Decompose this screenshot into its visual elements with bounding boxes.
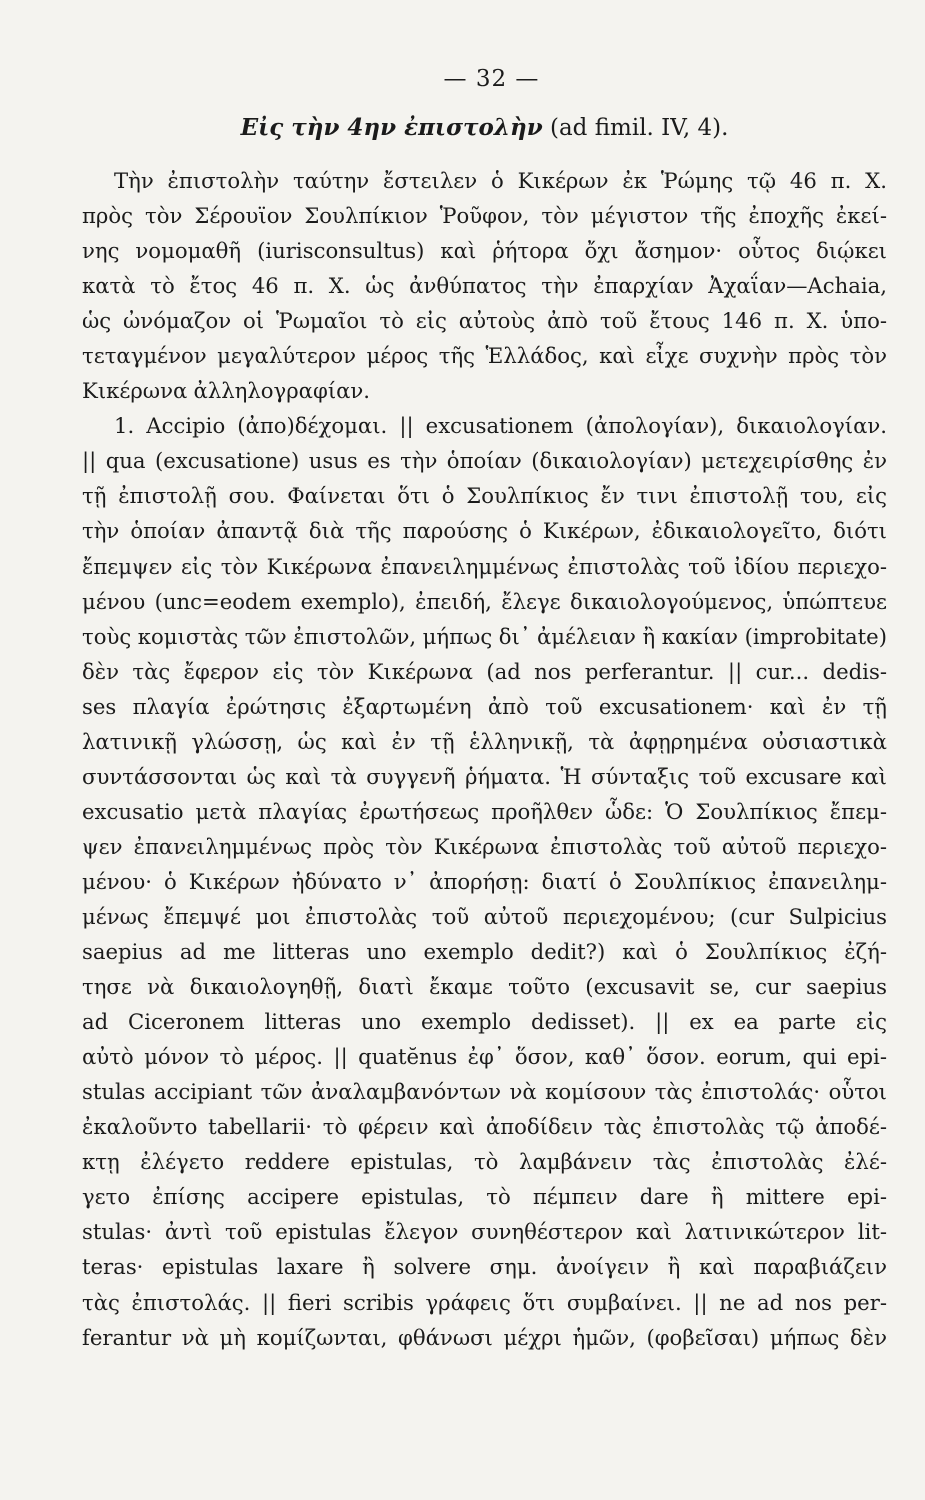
text-line: ἐκαλοῦντο tabellarii· τὸ φέρειν καὶ ἀποδίδειν τὰς ἐπιστολὰς τῷ ἀποδέ- [82,1114,887,1140]
text-line: ad Ciceronem litteras uno exemplo dedisset). || ex ea parte εἰς [82,1009,887,1035]
text-line: τεταγμένον μεγαλύτερον μέρος τῆς Ἑλλάδος, καὶ εἶχε συχνὴν πρὸς τὸν [82,343,887,369]
section-heading [82,114,887,141]
text-line: μένως ἔπεμψέ μοι ἐπιστολὰς τοῦ αὐτοῦ περιεχομένου; (cur Sulpicius [82,903,887,929]
text-line: κτῃ ἐλέγετο reddere epistulas, τὸ λαμβάνειν τὰς ἐπιστολὰς ἐλέ- [82,1149,887,1175]
text-line: excusatio μετὰ πλαγίας ἐρωτήσεως προῆλθεν ὧδε: Ὁ Σουλπίκιος ἔπεμ- [82,798,887,824]
text-line: τοὺς κομιστὰς τῶν ἐπιστολῶν, μήπως δι᾽ ἀμέλειαν ἢ κακίαν (improbitate) [82,623,887,649]
body-text [82,163,887,1355]
text-line: μένου· ὁ Κικέρων ἠδύνατο ν᾽ ἀπορήσῃ: διατί ὁ Σουλπίκιος ἐπανειλημ- [82,868,887,894]
text-line: stulas accipiant τῶν ἀναλαμβανόντων νὰ κομίσουν τὰς ἐπιστολάς· οὗτοι [82,1079,887,1105]
page-number: — 32 — [443,66,540,92]
heading-title: Εἰς τὴν 4ην ἐπιστολὴν [240,114,543,141]
text-line: λατινικῇ γλώσσῃ, ὡς καὶ ἐν τῇ ἑλληνικῇ, τὰ ἀφῃρημένα οὐσιαστικὰ [82,728,887,754]
text-line: teras· epistulas laxare ἢ solvere σημ. ἀνοίγειν ἢ καὶ παραβιάζειν [82,1254,887,1280]
text-line: συντάσσονται ὡς καὶ τὰ συγγενῆ ῥήματα. Ἡ σύνταξις τοῦ excusare καὶ [82,763,887,789]
text-line: ὡς ὠνόμαζον οἱ Ῥωμαῖοι τὸ εἰς αὐτοὺς ἀπὸ τοῦ ἔτους 146 π. Χ. ὑπο- [82,308,887,334]
text-line: ses πλαγία ἐρώτησις ἐξαρτωμένη ἀπὸ τοῦ excusationem· καὶ ἐν τῇ [82,693,887,719]
heading-reference: (ad fimil. IV, 4). [549,115,729,141]
text-line: τὰς ἐπιστολάς. || fieri scribis γράφεις ὅτι συμβαίνει. || ne ad nos per- [82,1289,887,1315]
text-line: 1. Accipio (ἀπο)δέχομαι. || excusationem (ἀπολογίαν), δικαιολογίαν. [114,413,887,439]
text-line: κατὰ τὸ ἔτος 46 π. Χ. ὡς ἀνθύπατος τὴν ἐπαρχίαν Ἀχαΐαν—Achaia, [82,273,887,299]
text-line: δὲν τὰς ἔφερον εἰς τὸν Κικέρωνα (ad nos perferantur. || cur... dedis- [82,658,887,684]
text-line: πρὸς τὸν Σέρουϊον Σουλπίκιον Ῥοῦφον, τὸν μέγιστον τῆς ἐποχῆς ἐκεί- [82,203,887,229]
text-line: μένου (unc=eodem exemplo), ἐπειδή, ἔλεγε δικαιολογούμενος, ὑπώπτευε [82,588,887,614]
text-line: ἔπεμψεν εἰς τὸν Κικέρωνα ἐπανειλημμένως ἐπιστολὰς τοῦ ἰδίου περιεχο- [82,553,887,579]
text-line: νης νομομαθῆ (iurisconsultus) καὶ ῥήτορα ὄχι ἄσημον· οὗτος διῴκει [82,238,887,264]
text-line: ferantur νὰ μὴ κομίζωνται, φθάνωσι μέχρι ἡμῶν, (φοβεῖσαι) μήπως δὲν [82,1324,887,1350]
text-line: Τὴν ἐπιστολὴν ταύτην ἔστειλεν ὁ Κικέρων ἐκ Ῥώμης τῷ 46 π. Χ. [114,168,887,193]
text-line: Κικέρωνα ἀλληλογραφίαν. [82,378,371,404]
text-line: || qua (excusatione) usus es τὴν ὁποίαν (δικαιολογίαν) μετεχειρίσθης ἐν [82,448,887,474]
text-line: saepius ad me litteras uno exemplo dedit?) καὶ ὁ Σουλπίκιος ἐζή- [82,939,887,965]
text-line: τὴν ὁποίαν ἀπαντᾷ διὰ τῆς παρούσης ὁ Κικέρων, ἐδικαιολογεῖτο, διότι [82,518,887,544]
text-line: stulas· ἀντὶ τοῦ epistulas ἔλεγον συνηθέστερον καὶ λατινικώτερον lit- [82,1219,887,1245]
text-line: αὐτὸ μόνον τὸ μέρος. || quatĕnus ἐφ᾽ ὅσον, καθ᾽ ὅσον. eorum, qui epi- [82,1044,887,1070]
text-line: γετο ἐπίσης accipere epistulas, τὸ πέμπειν dare ἢ mittere epi- [82,1184,887,1210]
text-line: τησε νὰ δικαιολογηθῇ, διατὶ ἔκαμε τοῦτο (excusavit se, cur saepius [82,974,887,1000]
text-line: τῇ ἐπιστολῇ σου. Φαίνεται ὅτι ὁ Σουλπίκιος ἔν τινι ἐπιστολῇ του, εἰς [82,483,887,509]
text-line: ψεν ἐπανειλημμένως πρὸς τὸν Κικέρωνα ἐπιστολὰς τοῦ αὐτοῦ περιεχο- [82,833,887,859]
